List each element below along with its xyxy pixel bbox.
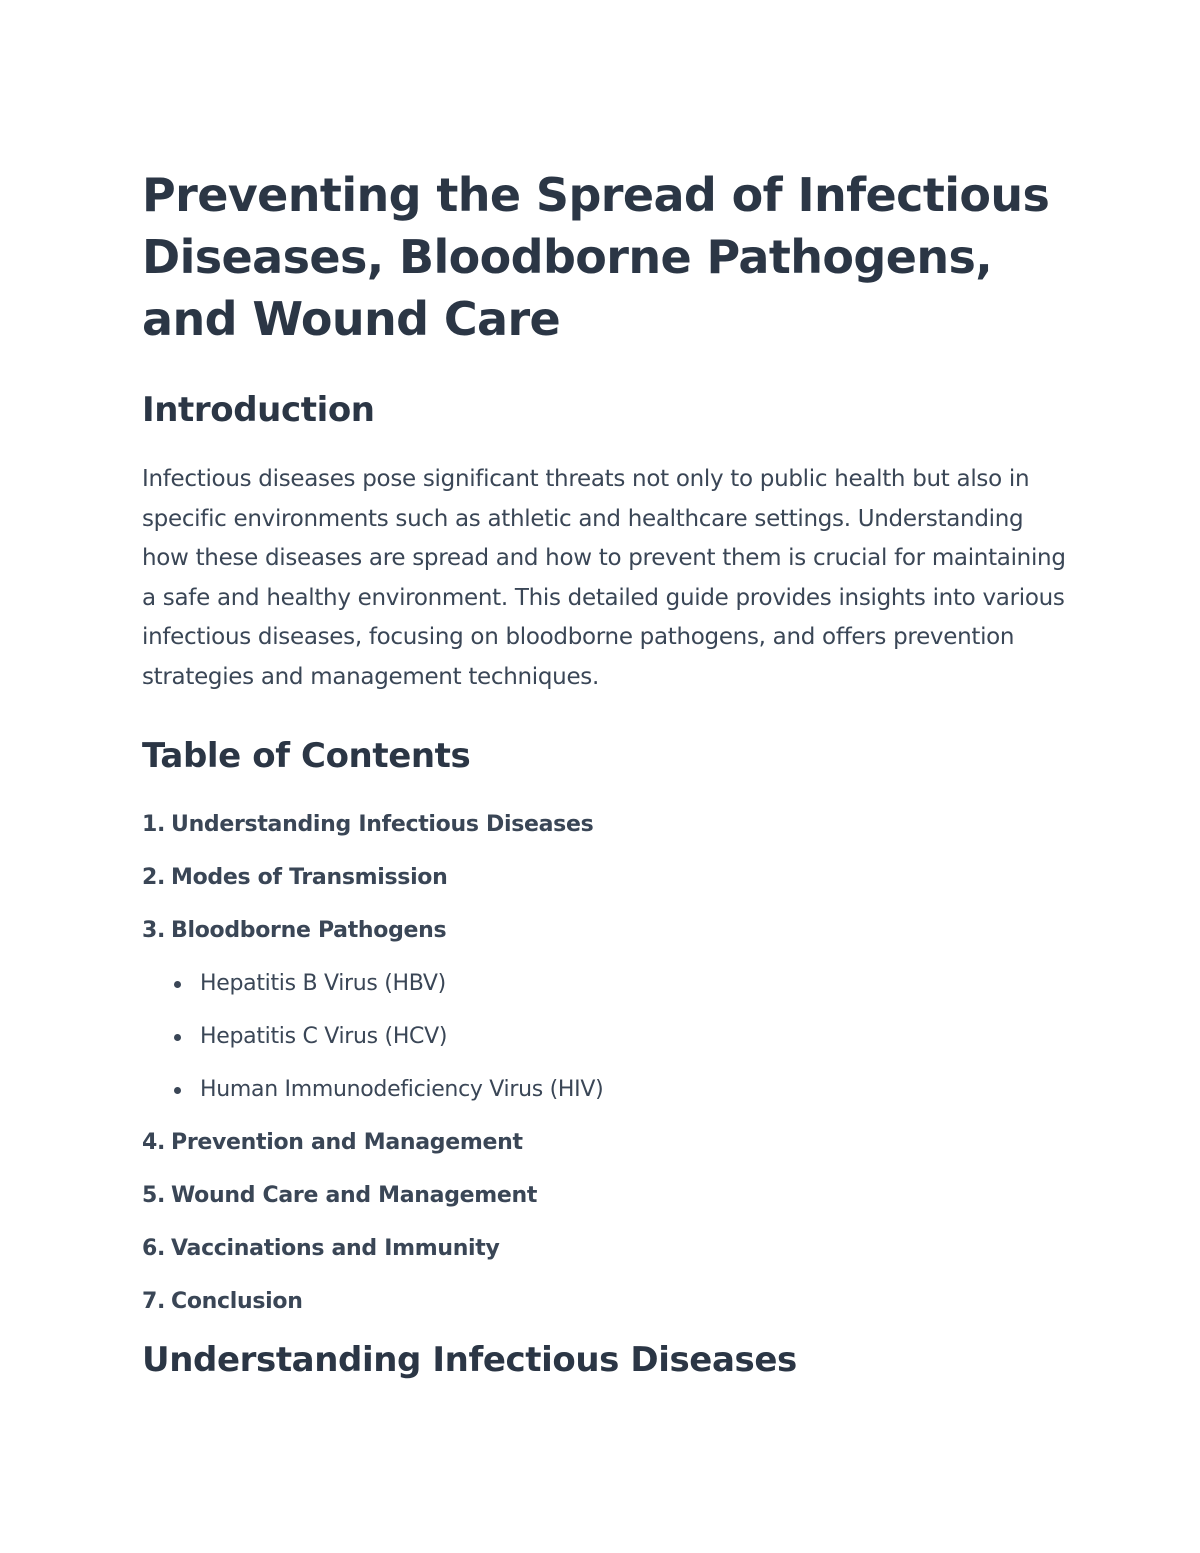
toc-item-number: 2. xyxy=(142,864,166,890)
toc-item-number: 6. xyxy=(142,1235,166,1261)
bullet-icon xyxy=(174,1034,181,1041)
toc-item-number: 4. xyxy=(142,1129,166,1155)
introduction-heading: Introduction xyxy=(142,390,375,430)
toc-subitem xyxy=(142,967,1072,1000)
toc-item xyxy=(142,1179,1072,1212)
toc-item-number: 5. xyxy=(142,1182,166,1208)
bullet-icon xyxy=(174,1087,181,1094)
understanding-heading: Understanding Infectious Diseases xyxy=(142,1339,797,1380)
toc-heading: Table of Contents xyxy=(142,735,471,776)
toc-item xyxy=(142,861,1072,894)
toc-item-number: 7. xyxy=(142,1288,166,1314)
toc-item-number: 1. xyxy=(142,811,166,837)
toc-list xyxy=(142,808,1072,1318)
toc-item xyxy=(142,914,1072,1106)
toc-item-label: Conclusion xyxy=(171,1288,303,1314)
document-page xyxy=(142,164,1072,1382)
toc-subitem-label: Hepatitis B Virus (HBV) xyxy=(200,970,446,996)
document-title: Preventing the Spread of Infectious Diseases, Bloodborne Pathogens, and Wound Care xyxy=(142,168,1050,346)
toc-subitem-label: Hepatitis C Virus (HCV) xyxy=(200,1023,448,1049)
toc-item-label: Modes of Transmission xyxy=(171,864,448,890)
toc-item-label: Wound Care and Management xyxy=(171,1182,538,1208)
introduction-paragraph: Infectious diseases pose significant threats not only to public health but also in specific environments such as athletic and healthcare settings. Understanding how these diseases are spread and how to prevent them is crucial for maintaining a safe and healthy environment. This detailed guide provides insights into various infectious diseases, focusing on bloodborne pathogens, and offers prevention strategies and management techniques. xyxy=(142,466,1066,690)
toc-subitem-label: Human Immunodeficiency Virus (HIV) xyxy=(200,1076,604,1102)
toc-item xyxy=(142,1126,1072,1159)
toc-item-label: Vaccinations and Immunity xyxy=(171,1235,500,1261)
toc-item-number: 3. xyxy=(142,917,166,943)
toc-item xyxy=(142,1285,1072,1318)
toc-item xyxy=(142,1232,1072,1265)
toc-sublist xyxy=(142,967,1072,1106)
toc-item-label: Bloodborne Pathogens xyxy=(171,917,447,943)
toc-item xyxy=(142,808,1072,841)
toc-item-label: Understanding Infectious Diseases xyxy=(171,811,594,837)
bullet-icon xyxy=(174,981,181,988)
toc-item-label: Prevention and Management xyxy=(171,1129,523,1155)
toc-subitem xyxy=(142,1020,1072,1053)
toc-subitem xyxy=(142,1073,1072,1106)
